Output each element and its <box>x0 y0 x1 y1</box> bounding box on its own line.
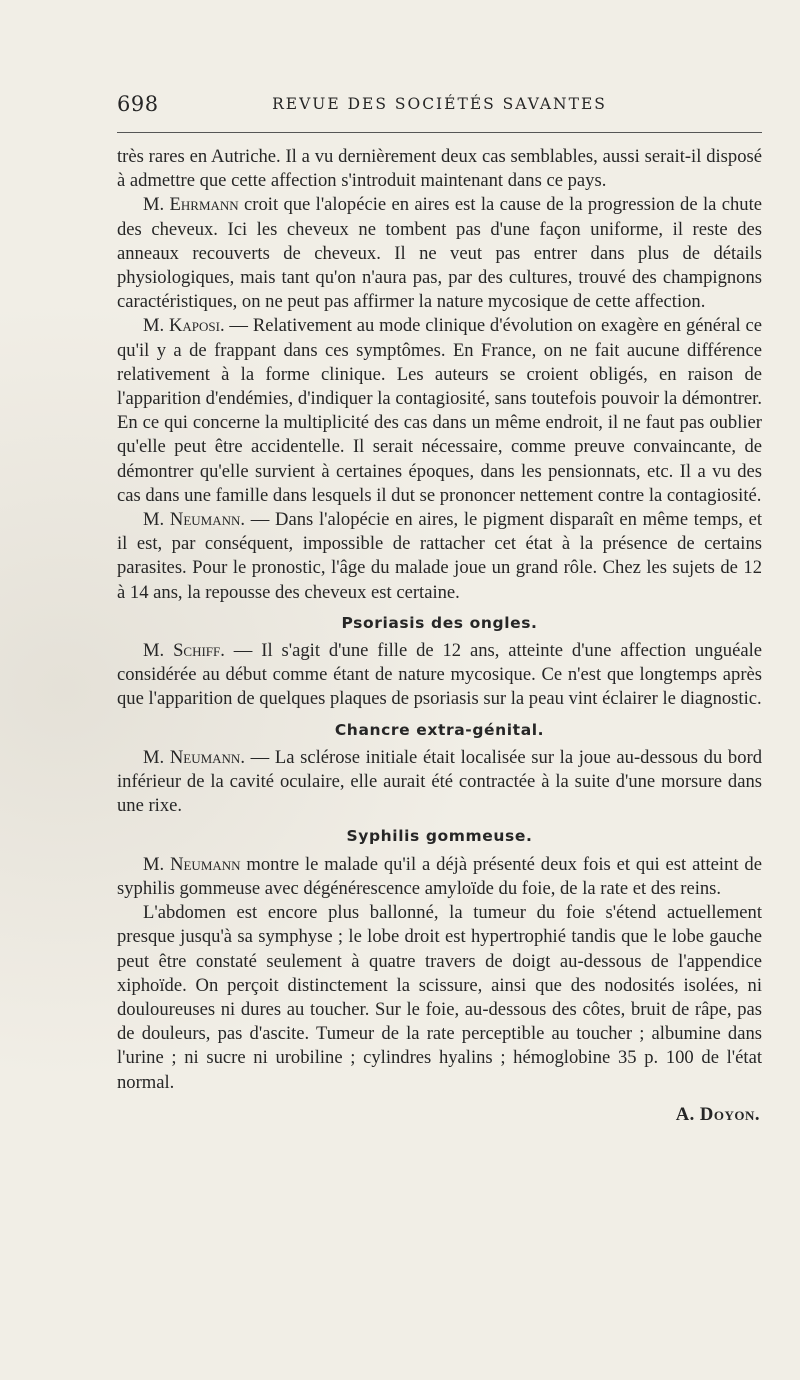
section-title: Chancre extra-génital. <box>334 720 545 739</box>
paragraph <box>117 508 762 605</box>
paragraph <box>117 639 762 712</box>
header-rule <box>117 132 762 133</box>
section-title: Psoriasis des ongles. <box>341 613 538 632</box>
speaker-prefix: M. <box>143 853 171 875</box>
paragraph: L'abdomen est encore plus ballonné, la tumeur du foie s'étend actuellement presque jusqu'à sa symphyse ; le lobe droit est hypertrophié tandis que le lobe gauche peut être constaté seulement à quatre travers de doigt au-dessous de l'appendice xiphoïde. On perçoit distinctement la scissure, ainsi que des nodosités isolées, ni douloureuses ni dures au toucher. Sur le foie, au-dessous des côtes, bruit de râpe, pas de douleurs, pas d'ascite. Tumeur de la rate perceptible au toucher ; albumine dans l'urine ; ni sucre ni urobiline ; cylindres hyalins ; hémoglobine 35 p. 100 de l'état normal. <box>117 902 762 1093</box>
running-title: REVUE DES SOCIÉTÉS SAVANTES <box>272 95 607 113</box>
speaker-name: Schiff <box>173 640 221 662</box>
speaker-prefix: M. <box>143 509 170 531</box>
author-signature: A. Doyon. <box>675 1103 760 1125</box>
speaker-prefix: M. <box>143 746 170 768</box>
speaker-prefix: M. <box>143 315 169 337</box>
speaker-prefix: M. <box>143 194 170 216</box>
paragraph <box>117 746 762 819</box>
paragraph-text: croit que l'alopécie en aires est la cause de la progression de la chute des cheveux. Ici les cheveux ne tombent pas d'une façon uniforme, il reste des anneaux recouverts de cheveux. Il ne veut pas entrer dans plus de détails physiologiques, mais tant qu'on n'aura pas, par des cultures, trouvé des champignons caractéristiques, on ne peut pas affirmer la nature mycosique de cette affection. <box>117 194 762 313</box>
paragraph-text: . — Il s'agit d'une fille de 12 ans, atteinte d'une affection unguéale considérée au début comme étant de nature mycosique. Ce n'est que longtemps après que l'apparition de quelques plaques de psoriasis sur la peau vint éclairer le diagnostic. <box>117 640 762 710</box>
page-header <box>117 90 762 122</box>
paragraph: très rares en Autriche. Il a vu dernièrement deux cas semblables, aussi serait-il disposé à admettre que cette affection s'introduit maintenant dans ce pays. <box>117 146 762 192</box>
section-title: Syphilis gommeuse. <box>346 827 533 846</box>
page-number: 698 <box>117 92 159 116</box>
paragraph <box>117 314 762 508</box>
paragraph <box>117 853 762 901</box>
paragraph-text: montre le malade qu'il a déjà présenté deux fois et qui est atteint de syphilis gommeuse avec dégénérescence amyloïde du foie, de la rate et des reins. <box>117 853 762 899</box>
speaker-name: Kaposi <box>168 315 220 337</box>
speaker-prefix: M. <box>143 640 174 662</box>
paragraph-text: . — Dans l'alopécie en aires, le pigment disparaît en même temps, et il est, par conséquent, impossible de rattacher cet état à la présence de certains parasites. Pour le pronostic, l'âge du malade joue un grand rôle. Chez les sujets de 12 à 14 ans, la repousse des cheveux est certaine. <box>117 509 762 603</box>
paragraph-text: . — La sclérose initiale était localisée sur la joue au-dessous du bord inférieur de la cavité oculaire, elle aurait été contractée à la suite d'une morsure dans une rixe. <box>117 746 762 817</box>
paragraph-text: . — Relativement au mode clinique d'évolution on exagère en général ce qu'il y a de frappant dans ces symptômes. En France, on ne fait aucune différence relativement à la forme clinique. Les auteurs se croient obligés, en raison de l'apparition d'endémies, d'indiquer la contagiosité, sans toutefois pouvoir la démontrer. En ce qui concerne la multiplicité des cas dans un même endroit, il ne faut pas oublier qu'elle peut être accidentelle. Il serait nécessaire, comme preuve convaincante, de démontrer qu'elle survient à certaines époques, dans les pensionnats, etc. Il a vu des cas dans une famille dans lesquels il dut se prononcer nettement contre la contagiosité. <box>117 315 762 506</box>
speaker-name: Ehrmann <box>169 194 239 216</box>
speaker-name: Neumann <box>169 509 241 531</box>
speaker-name: Neumann <box>169 746 241 768</box>
paragraph <box>117 193 762 314</box>
article-body <box>117 145 762 1127</box>
speaker-name: Neumann <box>170 853 241 875</box>
